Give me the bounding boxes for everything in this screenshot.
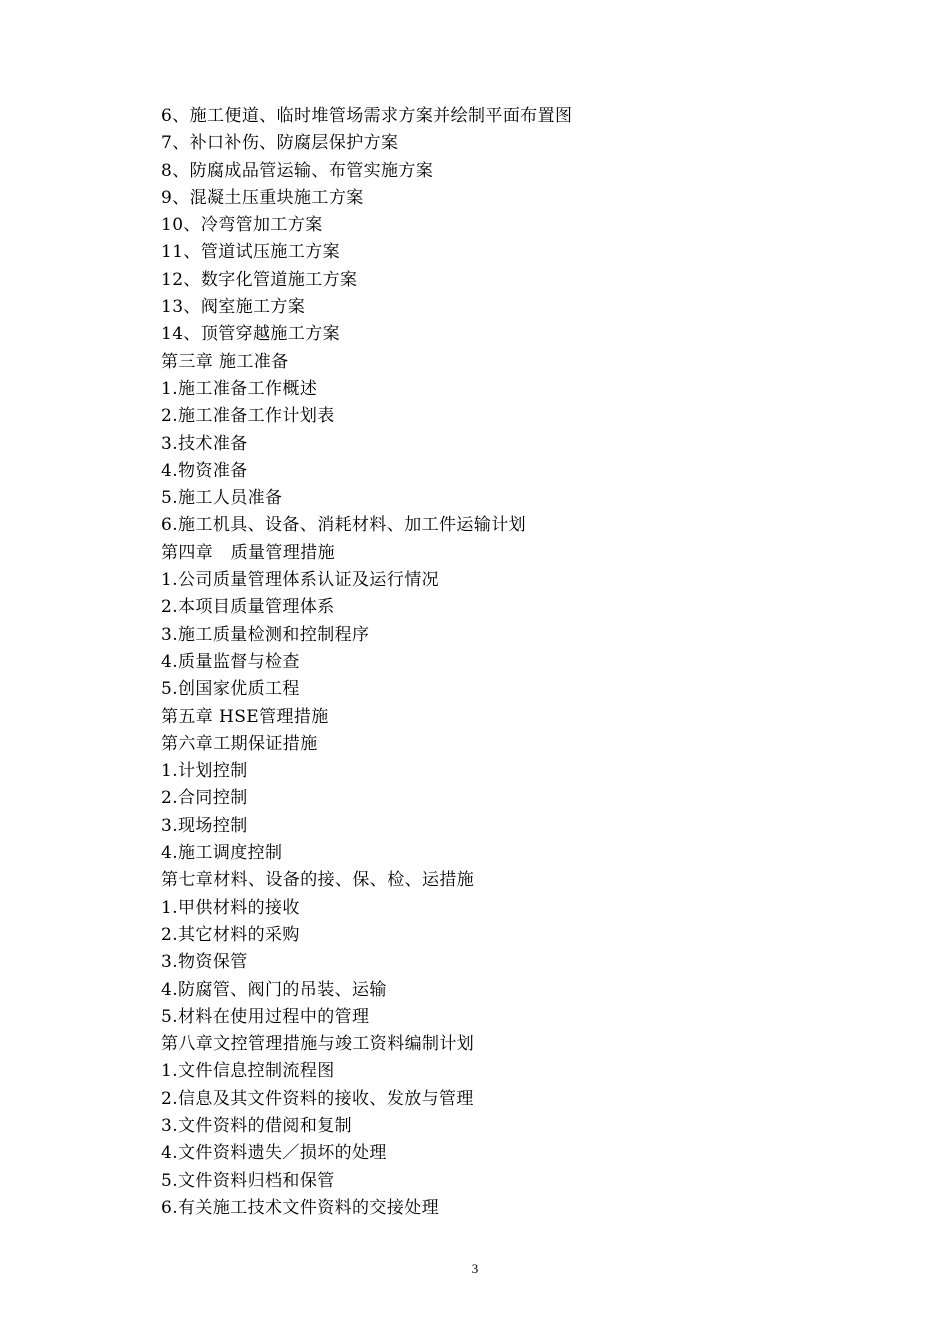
toc-line: 3.物资保管 (161, 952, 248, 973)
toc-line: 5.创国家优质工程 (161, 679, 300, 700)
toc-line: 2.信息及其文件资料的接收、发放与管理 (161, 1088, 474, 1109)
toc-chapter-heading: 第三章 施工准备 (161, 351, 289, 372)
toc-line: 4.文件资料遗失／损坏的处理 (161, 1143, 387, 1164)
toc-chapter-heading: 第七章材料、设备的接、保、检、运措施 (161, 870, 475, 891)
toc-line: 6、施工便道、临时堆管场需求方案并绘制平面布置图 (161, 106, 573, 126)
toc-line: 3.文件资料的借阅和复制 (161, 1115, 353, 1136)
toc-line: 1.施工准备工作概述 (161, 378, 318, 399)
toc-line: 8、防腐成品管运输、布管实施方案 (161, 160, 434, 181)
toc-line: 14、顶管穿越施工方案 (161, 324, 341, 345)
toc-line: 4.施工调度控制 (161, 843, 283, 864)
toc-line: 2.其它材料的采购 (161, 924, 300, 945)
toc-line: 2.施工准备工作计划表 (161, 406, 335, 427)
toc-line: 10、冷弯管加工方案 (161, 215, 323, 236)
toc-line: 2.合同控制 (161, 788, 248, 809)
toc-line: 5.文件资料归档和保管 (161, 1170, 335, 1191)
toc-line: 3.现场控制 (161, 815, 248, 836)
toc-line: 3.技术准备 (161, 433, 248, 454)
toc-line: 1.公司质量管理体系认证及运行情况 (161, 570, 440, 591)
toc-line: 12、数字化管道施工方案 (161, 269, 358, 290)
toc-line: 11、管道试压施工方案 (161, 242, 341, 263)
toc-line: 4.质量监督与检查 (161, 651, 300, 672)
table-of-contents (161, 103, 861, 1222)
toc-line: 1.计划控制 (161, 761, 248, 782)
toc-line: 3.施工质量检测和控制程序 (161, 624, 370, 645)
toc-line: 2.本项目质量管理体系 (161, 597, 335, 618)
toc-line: 7、补口补伤、防腐层保护方案 (161, 133, 399, 154)
toc-line: 4.物资准备 (161, 460, 248, 481)
toc-line: 5.施工人员准备 (161, 488, 283, 509)
page-number: 3 (471, 1261, 479, 1276)
toc-line: 6.施工机具、设备、消耗材料、加工件运输计划 (161, 515, 527, 536)
toc-line: 1.文件信息控制流程图 (161, 1061, 335, 1082)
toc-line: 4.防腐管、阀门的吊装、运输 (161, 979, 387, 1000)
toc-line: 5.材料在使用过程中的管理 (161, 1006, 370, 1027)
toc-line: 1.甲供材料的接收 (161, 897, 300, 918)
toc-chapter-heading: 第四章 质量管理措施 (161, 542, 336, 563)
toc-chapter-heading: 第六章工期保证措施 (161, 733, 318, 754)
toc-line: 6.有关施工技术文件资料的交接处理 (161, 1197, 440, 1218)
toc-line: 13、阀室施工方案 (161, 297, 306, 318)
toc-chapter-heading: 第五章 HSE管理措施 (161, 706, 329, 727)
toc-chapter-heading: 第八章文控管理措施与竣工资料编制计划 (161, 1034, 475, 1055)
toc-line: 9、混凝土压重块施工方案 (161, 187, 364, 208)
